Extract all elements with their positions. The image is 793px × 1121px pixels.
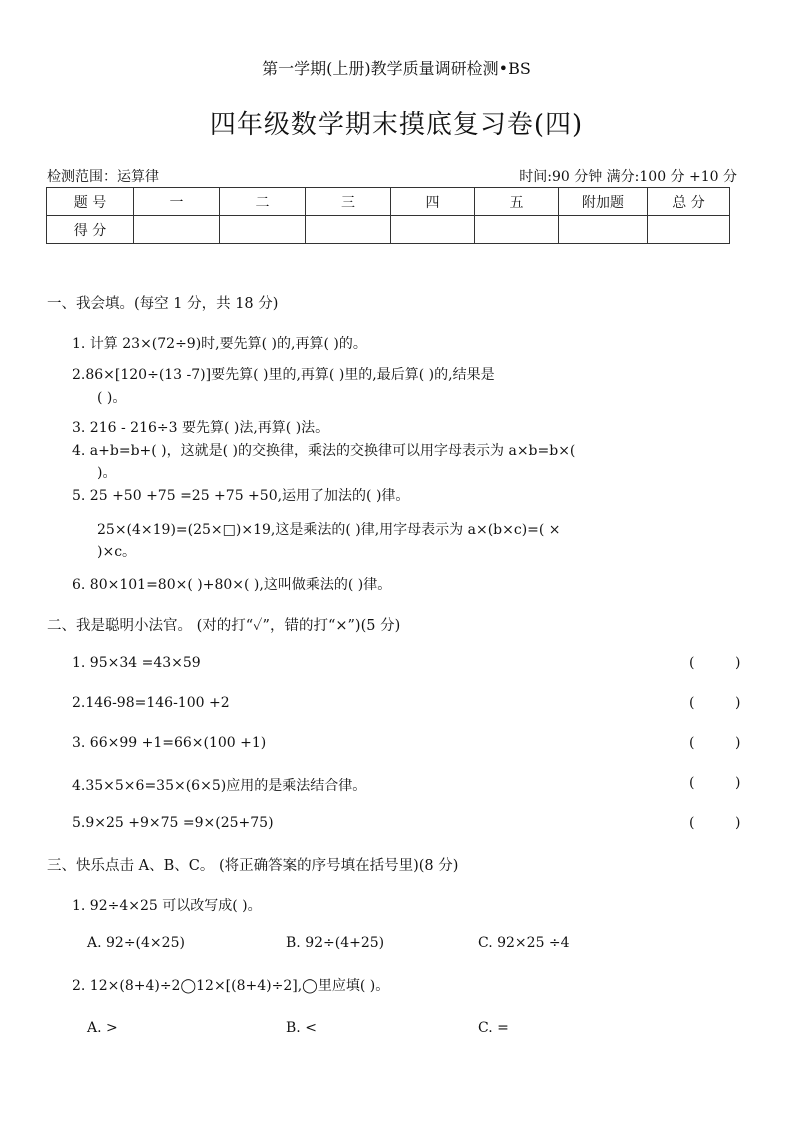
option-b[interactable]: B. 92÷(4+25) (286, 935, 385, 951)
score-input-cell[interactable] (475, 216, 559, 244)
question-1-2-continued: ( )。 (97, 390, 127, 406)
judge-item: 5.9×25 +9×75 =9×(25+75) (72, 815, 274, 831)
score-input-cell[interactable] (391, 216, 475, 244)
option-c[interactable]: C. 92×25 ÷4 (478, 935, 570, 951)
judge-item: 1. 95×34 =43×59 (72, 655, 201, 671)
option-b[interactable]: B. < (286, 1020, 317, 1036)
answer-paren-close: ) (735, 815, 741, 831)
answer-paren-open[interactable]: ( (689, 735, 695, 751)
judge-item: 4.35×5×6=35×(6×5)应用的是乘法结合律。 (72, 778, 367, 794)
score-table (46, 187, 730, 244)
score-table-cell: 得 分 (47, 216, 134, 244)
score-input-cell[interactable] (648, 216, 730, 244)
question-1-3: 3. 216 - 216÷3 要先算( )法,再算( )法。 (72, 420, 330, 436)
question-1-5: 5. 25 +50 +75 =25 +75 +50,运用了加法的( )律。 (72, 488, 410, 504)
score-table-cell: 五 (475, 188, 559, 216)
score-table-cell: 三 (306, 188, 391, 216)
score-table-cell: 一 (134, 188, 220, 216)
option-a[interactable]: A. > (87, 1020, 118, 1036)
exam-subtitle: 第一学期(上册)教学质量调研检测•BS (262, 59, 531, 78)
answer-paren-close: ) (735, 695, 741, 711)
score-input-cell[interactable] (220, 216, 306, 244)
answer-paren-open[interactable]: ( (689, 695, 695, 711)
score-table-score-row (47, 216, 730, 244)
choice-question-2: 2. 12×(8+4)÷2◯12×[(8+4)÷2],◯里应填( )。 (72, 978, 390, 994)
answer-paren-open[interactable]: ( (689, 775, 695, 791)
question-1-5-continued: )×c。 (97, 544, 137, 560)
question-1-1: 1. 计算 23×(72÷9)时,要先算( )的,再算( )的。 (72, 336, 367, 352)
score-table-cell: 二 (220, 188, 306, 216)
time-and-score: 时间:90 分钟 满分:100 分 +10 分 (519, 169, 737, 185)
answer-paren-close: ) (735, 735, 741, 751)
answer-paren-close: ) (735, 655, 741, 671)
section-3-heading: 三、快乐点击 A、B、C。 (将正确答案的序号填在括号里)(8 分) (47, 858, 459, 874)
answer-paren-open[interactable]: ( (689, 815, 695, 831)
question-1-4-continued: )。 (97, 465, 117, 481)
answer-paren-close: ) (735, 775, 741, 791)
score-input-cell[interactable] (134, 216, 220, 244)
question-1-6: 6. 80×101=80×( )+80×( ),这叫做乘法的( )律。 (72, 577, 392, 593)
exam-title: 四年级数学期末摸底复习卷(四) (209, 110, 584, 140)
question-1-4: 4. a+b=b+( )，这就是( )的交换律，乘法的交换律可以用字母表示为 a×b=b×( (72, 443, 576, 459)
choice-question-1: 1. 92÷4×25 可以改写成( )。 (72, 898, 262, 914)
score-table-cell: 附加题 (559, 188, 648, 216)
score-input-cell[interactable] (306, 216, 391, 244)
score-table-cell: 四 (391, 188, 475, 216)
question-1-5-part-2: 25×(4×19)=(25×□)×19,这是乘法的( )律,用字母表示为 a×(b×c)=( × (97, 522, 561, 538)
option-c[interactable]: C. = (478, 1020, 509, 1036)
section-1-heading: 一、我会填。(每空 1 分，共 18 分) (47, 296, 279, 312)
score-table-cell: 总 分 (648, 188, 730, 216)
section-2-heading: 二、我是聪明小法官。 (对的打“✓”，错的打“×”)(5 分) (47, 618, 401, 634)
question-1-2: 2.86×[120÷(13 -7)]要先算( )里的,再算( )里的,最后算( )的,结果是 (72, 367, 495, 383)
score-table-header-row (47, 188, 730, 216)
judge-item: 2.146-98=146-100 +2 (72, 695, 230, 711)
score-table-cell: 题 号 (47, 188, 134, 216)
test-scope: 检测范围：运算律 (47, 169, 159, 185)
score-input-cell[interactable] (559, 216, 648, 244)
option-a[interactable]: A. 92÷(4×25) (87, 935, 185, 951)
judge-item: 3. 66×99 +1=66×(100 +1) (72, 735, 267, 751)
answer-paren-open[interactable]: ( (689, 655, 695, 671)
